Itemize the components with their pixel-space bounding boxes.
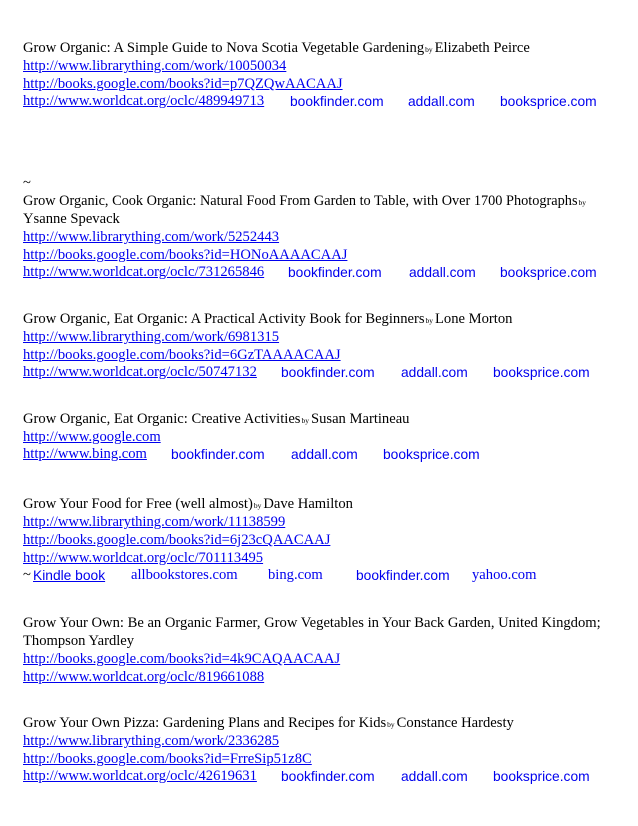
worldcat-link[interactable]: http://www.worldcat.org/oclc/489949713 (23, 93, 265, 109)
book-author: Lone Morton (435, 311, 513, 327)
worldcat-link[interactable]: http://www.worldcat.org/oclc/819661088 (23, 669, 265, 685)
book-title-line (23, 614, 623, 632)
book-entry (23, 495, 623, 585)
google-link[interactable]: http://www.google.com (23, 429, 161, 445)
book-author: Susan Martineau (310, 411, 410, 427)
bing-link[interactable]: http://www.bing.com (23, 446, 147, 462)
bookfinder-link[interactable]: bookfinder.com (281, 365, 375, 380)
book-entry (23, 310, 623, 382)
bookfinder-link[interactable]: bookfinder.com (356, 568, 450, 583)
book-author: Constance Hardesty (396, 715, 514, 731)
by-label: by (578, 198, 587, 207)
google-books-link[interactable]: http://books.google.com/books?id=4k9CAQAACAAJ (23, 651, 341, 667)
librarything-link[interactable]: http://www.librarything.com/work/2336285 (23, 733, 280, 749)
book-entry (23, 714, 623, 786)
by-label: by (425, 45, 433, 54)
booksprice-link[interactable]: booksprice.com (493, 769, 590, 784)
book-author: Thompson Yardley (23, 633, 135, 649)
book-author: Dave Hamilton (263, 496, 353, 512)
allbookstores-link[interactable]: allbookstores.com (131, 567, 238, 583)
addall-link[interactable]: addall.com (401, 365, 468, 380)
tilde-marker: ~ (23, 567, 31, 583)
booksprice-link[interactable]: booksprice.com (500, 94, 597, 109)
booksprice-link[interactable]: booksprice.com (500, 265, 597, 280)
bookfinder-link[interactable]: bookfinder.com (281, 769, 375, 784)
book-title-line (23, 714, 623, 732)
booksprice-link[interactable]: booksprice.com (383, 447, 480, 462)
bing-link[interactable]: bing.com (268, 567, 323, 583)
book-title: Grow Organic: A Simple Guide to Nova Scotia Vegetable Gardening (23, 40, 425, 56)
librarything-link[interactable]: http://www.librarything.com/work/10050034 (23, 58, 287, 74)
google-books-link[interactable]: http://books.google.com/books?id=6j23cQAACAAJ (23, 532, 331, 548)
by-label: by (253, 501, 262, 510)
bookfinder-link[interactable]: bookfinder.com (171, 447, 265, 462)
worldcat-link[interactable]: http://www.worldcat.org/oclc/42619631 (23, 768, 257, 784)
book-title: Grow Organic, Eat Organic: Creative Activities (23, 411, 301, 427)
librarything-link[interactable]: http://www.librarything.com/work/11138599 (23, 514, 286, 530)
book-entry (23, 39, 623, 111)
book-author: Elizabeth Peirce (434, 40, 530, 56)
book-title: Grow Your Own Pizza: Gardening Plans and Recipes for Kids (23, 715, 387, 731)
book-title: Grow Organic, Cook Organic: Natural Food From Garden to Table, with Over 1700 Photographs (23, 193, 578, 209)
bookfinder-link[interactable]: bookfinder.com (290, 94, 384, 109)
addall-link[interactable]: addall.com (409, 265, 476, 280)
book-title-line (23, 39, 623, 57)
book-title-line (23, 410, 623, 428)
addall-link[interactable]: addall.com (408, 94, 475, 109)
google-books-link[interactable]: http://books.google.com/books?id=FrreSip51z8C (23, 751, 312, 767)
book-title: Grow Your Own: Be an Organic Farmer, Grow Vegetables in Your Back Garden, United Kingdom; (23, 615, 601, 631)
book-entry (23, 410, 623, 464)
kindle-book-link[interactable]: Kindle book (33, 568, 106, 583)
book-title: Grow Organic, Eat Organic: A Practical Activity Book for Beginners (23, 311, 425, 327)
book-title-line (23, 192, 623, 210)
book-title-line (23, 495, 623, 513)
book-title-line (23, 310, 623, 328)
google-books-link[interactable]: http://books.google.com/books?id=p7QZQwAACAAJ (23, 76, 343, 92)
google-books-link[interactable]: http://books.google.com/books?id=HONoAAAACAAJ (23, 247, 348, 263)
worldcat-link[interactable]: http://www.worldcat.org/oclc/731265846 (23, 264, 265, 280)
librarything-link[interactable]: http://www.librarything.com/work/5252443 (23, 229, 280, 245)
bookfinder-link[interactable]: bookfinder.com (288, 265, 382, 280)
worldcat-link[interactable]: http://www.worldcat.org/oclc/50747132 (23, 364, 257, 380)
by-label: by (387, 720, 395, 729)
tilde-marker: ~ (23, 175, 31, 191)
librarything-link[interactable]: http://www.librarything.com/work/6981315 (23, 329, 280, 345)
google-books-link[interactable]: http://books.google.com/books?id=6GzTAAAACAAJ (23, 347, 341, 363)
by-label: by (425, 316, 434, 325)
book-entry (23, 174, 623, 282)
book-author: Ysanne Spevack (23, 211, 120, 227)
by-label: by (301, 416, 309, 425)
addall-link[interactable]: addall.com (291, 447, 358, 462)
yahoo-link[interactable]: yahoo.com (472, 567, 537, 583)
booksprice-link[interactable]: booksprice.com (493, 365, 590, 380)
addall-link[interactable]: addall.com (401, 769, 468, 784)
worldcat-link[interactable]: http://www.worldcat.org/oclc/701113495 (23, 550, 264, 566)
book-title: Grow Your Food for Free (well almost) (23, 496, 253, 512)
book-entry (23, 614, 623, 686)
